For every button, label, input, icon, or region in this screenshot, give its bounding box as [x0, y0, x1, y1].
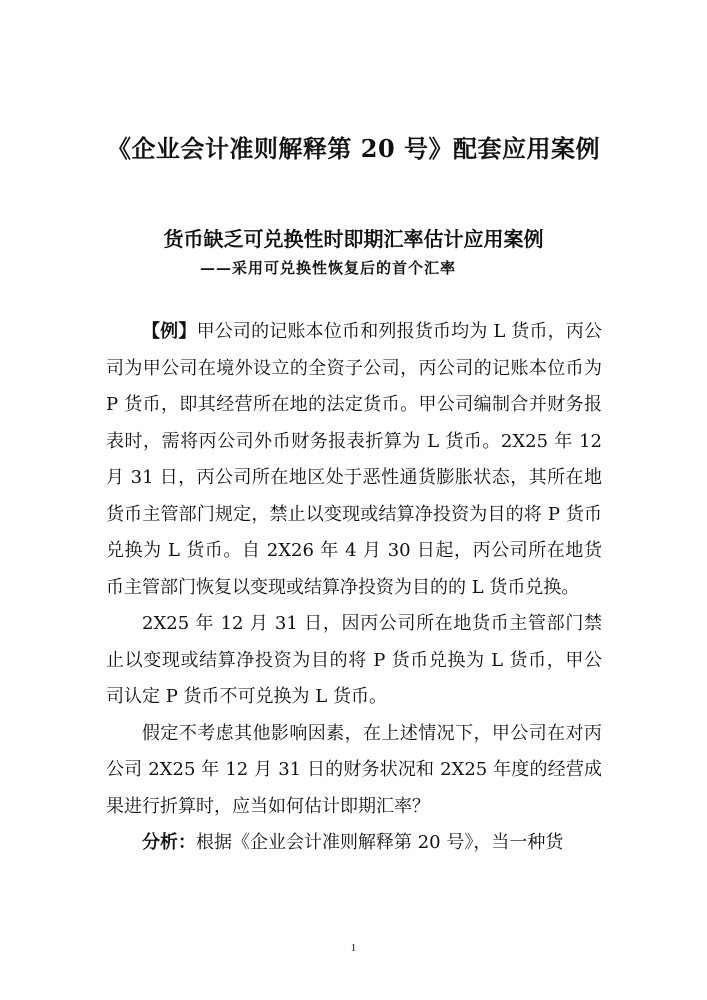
paragraph [106, 314, 602, 606]
paragraph-text: 2X25 年 12 月 31 日，因丙公司所在地货币主管部门禁止以变现或结算净投资为目的将 P 货币兑换为 L 货币，甲公司认定 P 货币不可兑换为 L 货币。 [106, 613, 602, 707]
case-subtitle: ——采用可兑换性恢复后的首个汇率 [200, 259, 457, 277]
paragraph [106, 606, 602, 716]
paragraph-lead: 分析： [142, 832, 196, 853]
case-title: 货币缺乏可兑换性时即期汇率估计应用案例 [163, 227, 544, 251]
paragraph-lead: 【例】 [142, 321, 197, 342]
document-body [106, 314, 602, 862]
paragraph-text: 假定不考虑其他影响因素，在上述情况下，甲公司在对丙公司 2X25 年 12 月 31 日的财务状况和 2X25 年度的经营成果进行折算时，应当如何估计即期汇率？ [106, 722, 602, 817]
page-number: 1 [350, 942, 357, 954]
paragraph-text: 甲公司的记账本位币和列报货币均为 L 货币，丙公司为甲公司在境外设立的全资子公司，丙公司的记账本位币为 P 货币，即其经营所在地的法定货币。甲公司编制合并财务报表时，需将丙公司外币财务报表折算为 L 货币。2X25 年 12 月 31 日，丙公司所在地区处于恶性通货膨胀状态，其所在地货币主管部门规定，禁止以变现或结算净投资为目的将 P 货币兑换为 L 货币。自 2X26 年 4 月 30 日起，丙公司所在地货币主管部门恢复以变现或结算净投资为目的的 L 货币兑换。 [106, 321, 602, 598]
paragraph [106, 825, 602, 862]
paragraph-text: 根据《企业会计准则解释第 20 号》，当一种货 [196, 832, 564, 853]
document-title: 《企业会计准则解释第 20 号》配套应用案例 [106, 134, 601, 163]
paragraph [106, 716, 602, 826]
